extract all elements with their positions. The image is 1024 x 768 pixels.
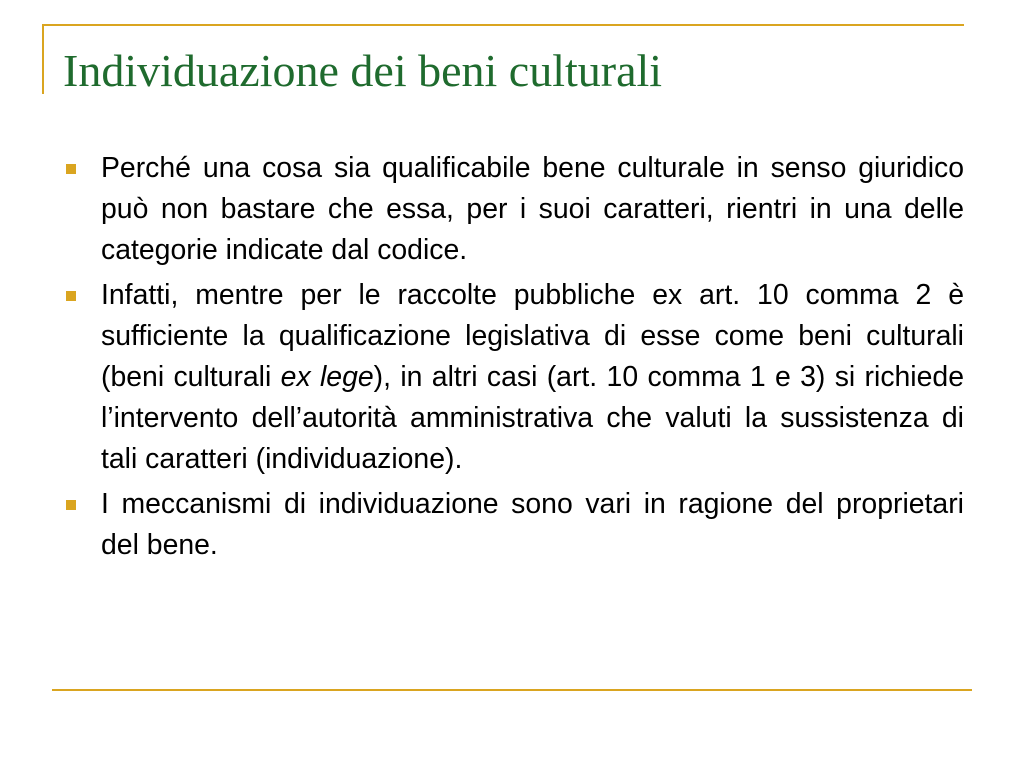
bullet-text-italic: ex lege (280, 361, 374, 393)
bullet-text (101, 275, 964, 480)
bullet-text-segment: Infatti, mentre per le raccolte pubbliche ex art. 10 comma 2 è sufficiente la qualificazione legislativa di esse come beni culturali (beni culturali (101, 279, 964, 393)
bullet-text-segment: ), in altri casi (art. 10 comma 1 e 3) si richiede l’intervento dell’autorità amministrativa che valuti la sussistenza di tali caratteri (individuazione). (101, 361, 964, 475)
square-bullet-icon (66, 291, 76, 301)
left-border-line (42, 24, 44, 94)
top-border-line (42, 24, 964, 26)
bullet-text (101, 484, 964, 566)
slide-title: Individuazione dei beni culturali (63, 45, 663, 96)
square-bullet-icon (66, 500, 76, 510)
bullet-item (62, 484, 964, 566)
bullet-text-segment: I meccanismi di individuazione sono vari in ragione del proprietari del bene. (101, 488, 964, 561)
bullet-item (62, 275, 964, 480)
bottom-border-line (52, 689, 972, 691)
bullet-item (62, 148, 964, 271)
bullet-text-segment: Perché una cosa sia qualificabile bene culturale in senso giuridico può non bastare che essa, per i suoi caratteri, rientri in una delle categorie indicate dal codice. (101, 152, 964, 266)
bullet-list (62, 148, 964, 570)
bullet-text (101, 148, 964, 271)
square-bullet-icon (66, 164, 76, 174)
